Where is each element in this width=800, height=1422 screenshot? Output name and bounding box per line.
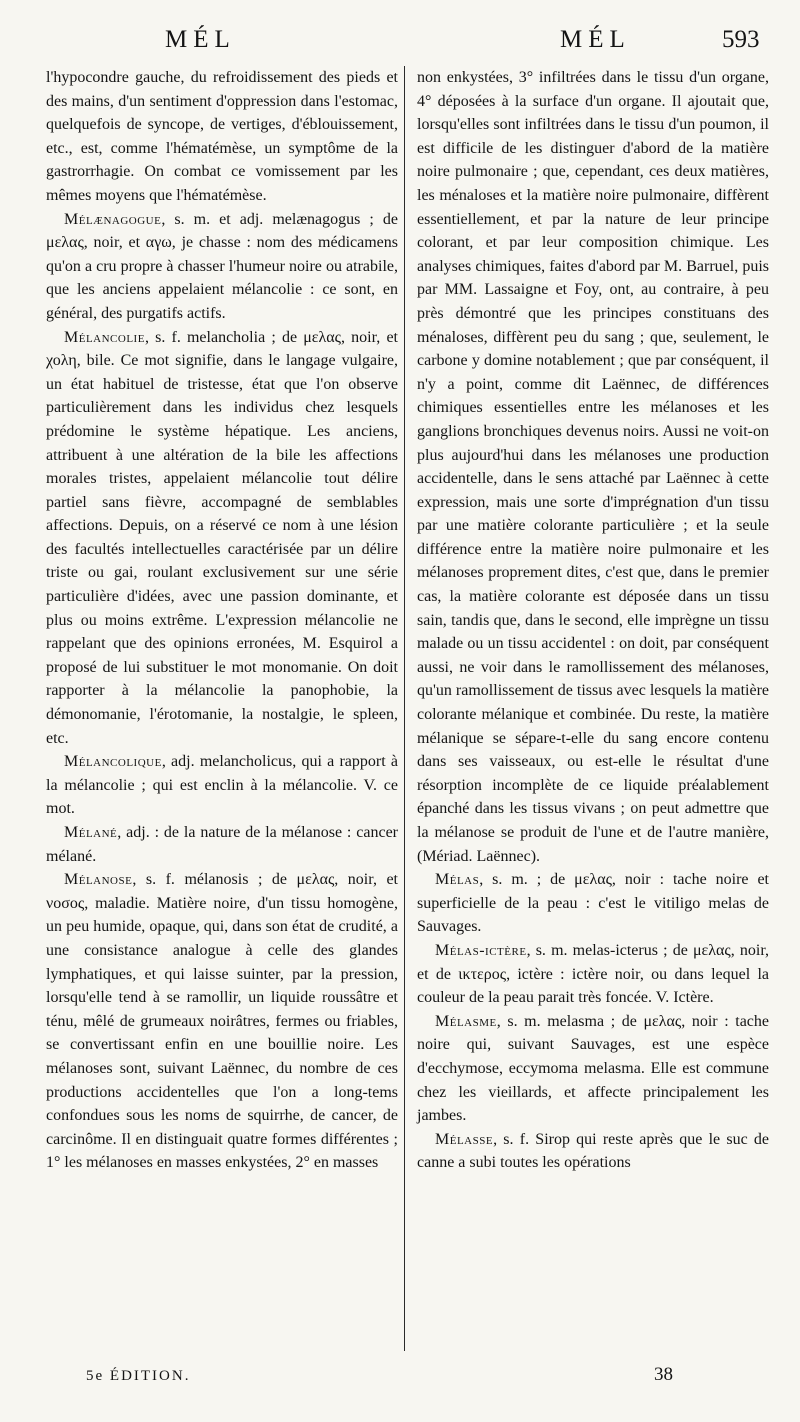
entry-body: , s. f. melancholia ; de μελας, noir, et χολη, bile. Ce mot signifie, dans le langage vulgaire, un état habituel de tristesse, état que l'on observe particulièrement dans les individus chez lesquels prédomine le système hépatique. Les anciens, attribuent à une altération de la bile les affections morales tristes, appelaient mélancolie tout délire partiel sans fièvre, accompagné de semblables affections. Depuis, on a réservé ce nom à une lésion des facultés intellectuelles caractérisée par un délire triste ou gai, roulant exclusivement sur une série particulière d'idées, avec une passion dominante, et plus ou moins extrême. L'expression mélancolie ne rappelant que des opinions erronées, M. Esquirol a proposé de lui substituer le mot monomanie. On doit rapporter à la mélancolie la panophobie, la démonomanie, l'érotomanie, la nostalgie, le spleen, etc. [46,328,398,747]
left-column [46,66,398,1175]
entry-headword: Mélasse [435,1130,494,1148]
entry-headword: Mélasme [435,1012,497,1030]
entry-headword: Mélancolique [64,753,162,771]
entry-melas-ictere [417,939,769,1010]
entry-body: , s. m. ; de μελας, noir : tache noire et superficielle de la peau : c'est le vitiligo melas de Sauvages. [417,871,769,936]
entry-melancolie [46,326,398,751]
entry-melane [46,821,398,868]
entry-headword: Mélas [435,871,480,889]
entry-headword: Mélané [64,824,118,841]
entry-melaenagogue [46,208,398,326]
entry-body: , s. f. Sirop qui reste après que le suc de canne a subi toutes les opérations [417,1130,769,1172]
entry-body: , adj. : de la nature de la mélanose : cancer mélané. [46,824,398,865]
entry-headword: Mélas-ictère [435,941,527,959]
entry-melasme [417,1010,769,1128]
entry-melas [417,868,769,939]
running-head-left: MÉL [165,26,236,53]
entry-melasse [417,1128,769,1175]
entry-body: , s. f. mélanosis ; de μελας, noir, et νοσος, maladie. Matière noire, d'un tissu homogène, un peu humide, opaque, qui, dans son état de crudité, a une consistance analogue à celle des glandes lymphatiques, et qui laisse suinter, par la pression, lorsqu'elle tend à se ramollir, un liquide roussâtre et ténu, mêlé de grumeaux noirâtres, fermes ou friables, se convertissant enfin en une bouillie noire. Les mélanoses sont, suivant Laënnec, du nombre de ces productions accidentelles que l'on a long-tems confondues sous les noms de squirrhe, de cancer, de carcinôme. Il en distinguait quatre formes différentes ; 1° les mélanoses en masses enkystées, 2° en masses [46,871,398,1172]
entry-continuation: l'hypocondre gauche, du refroidissement des pieds et des mains, d'un sentiment d'oppression dans l'estomac, quelquefois de syncope, de vertiges, d'éblouissement, etc., est, comme l'hématémèse, un symptôme de la gastrorrhagie. On combat ce vomissement par les mêmes moyens que l'hématémèse. [46,69,398,204]
entry-body: , s. m. melasma ; de μελας, noir : tache noire qui, suivant Sauvages, est une espèce d'ecchymose, eccymoma melasma. Elle est commune chez les vieillards, et affecte principalement les jambes. [417,1012,769,1125]
edition-footer: 5e ÉDITION. [86,1368,191,1384]
page-number: 593 [722,26,760,53]
entry-body: , s. m. melas-icterus ; de μελας, noir, et de ικτερος, ictère : ictère noir, ou dans lequel la couleur de la peau parait très foncée. V. Ictère. [417,941,769,1007]
signature-mark: 38 [654,1364,673,1385]
entry-headword: Mélanose [64,871,133,889]
running-head-right: MÉL [560,26,631,53]
column-divider [404,66,405,1351]
entry-melancolique [46,750,398,821]
right-column [417,66,769,1175]
entry-body: , adj. melancholicus, qui a rapport à la mélancolie ; qui est enclin à la mélancolie. V. ce mot. [46,753,398,818]
entry-melanose [46,868,398,1175]
entry-headword: Mélancolie [64,328,145,346]
entry-headword: Mélænagogue [64,210,162,228]
entry-body: , s. m. et adj. melænagogus ; de μελας, noir, et αγω, je chasse : nom des médicamens qu'on a cru propre à chasser l'humeur noire ou atrabile, que les anciens appelaient mélancolie : ce sont, en général, des purgatifs actifs. [46,210,398,322]
entry-continuation: non enkystées, 3° infiltrées dans le tissu d'un organe, 4° déposées à la surface d'un organe. Il ajoutait que, lorsqu'elles sont infiltrées dans le tissu d'un poumon, il est difficile de les distinguer d'abord de la matière noire pulmonaire ; que, cependant, ces deux matières, les ménaloses et la matière noire pulmonaire, diffèrent essentiellement, et par la nature de leur principe colorant, et par leur composition chimique. Les analyses chimiques, faites d'abord par M. Barruel, puis par MM. Lassaigne et Foy, ont, au contraire, à peu près démontré que les principes constituans des ménaloses, diffèrent peu du sang ; que, seulement, le carbone y domine notablement ; que par conséquent, il n'y a point, comme dit Laënnec, de différences chimiques essentielles entre les mélanoses et les ganglions bronchiques devenus noirs. Aussi ne voit-on plus aujourd'hui dans les mélanoses une production accidentelle, dans le sens attaché par Laënnec à cette expression, mais une sorte d'imprégnation d'un tissu par une matière colorante particulière ; et la seule différence entre la matière noire pulmonaire et les mélanoses proprement dites, c'est que, dans le premier cas, la matière colorante est déposée dans un tissu sain, tandis que, dans le second, elle imprègne un tissu malade ou un tissu accidentel : on doit, par conséquent aussi, ne voir dans le ramollissement des mélanoses, qu'un ramollissement de tissus avec lesquels la matière colorante mélanique et combinée. Du reste, la matière mélanique se sépare-t-elle du sang encore contenu dans ses vaisseaux, ou est-elle le résultat d'une résorption incomplète de ce liquide préalablement épanché dans les tissus vivans ; on peut admettre que la mélanose se produit de l'une et de l'autre manière, (Mériad. Laënnec). [417,69,769,865]
